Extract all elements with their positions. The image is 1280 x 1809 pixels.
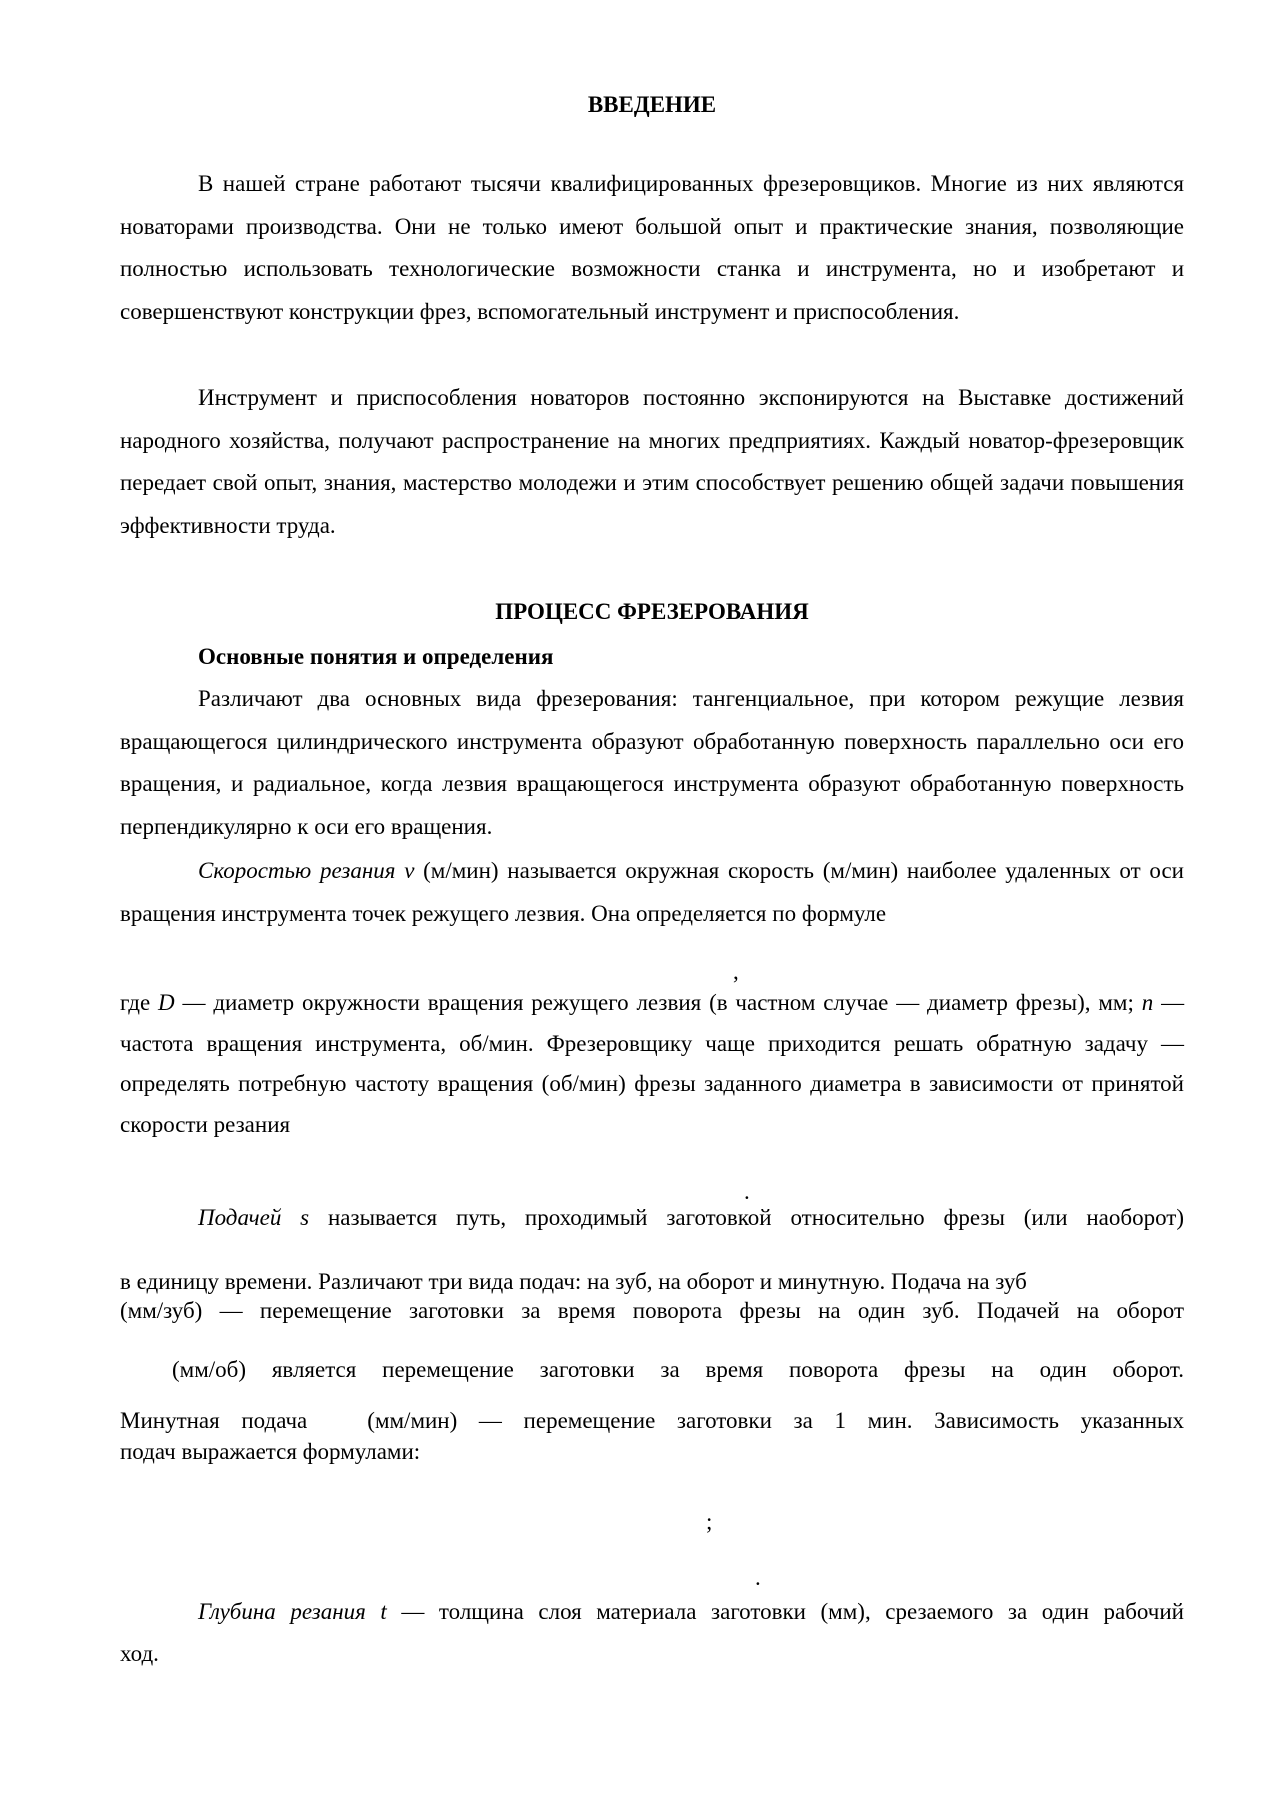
feed-term: Подачей s <box>198 1205 310 1230</box>
var-d: D <box>158 990 175 1015</box>
formula-2-punct: . <box>744 1179 750 1204</box>
cutting-speed-paragraph <box>120 850 1184 935</box>
process-heading: ПРОЦЕСС ФРЕЗЕРОВАНИЯ <box>495 599 809 624</box>
cutting-speed-term: Скоростью резания <box>198 858 396 883</box>
feed-line-5-b: (мм/мин) — перемещение заготовки за 1 мин. Зависимость указанных <box>367 1408 1184 1433</box>
feed-line-2: в единицу времени. Различают три вида подач: на зуб, на оборот и минутную. Подача на зуб <box>120 1269 1027 1294</box>
where-text-1: — диаметр окружности вращения режущего лезвия (в частном случае — диаметр фрезы), мм; <box>182 990 1134 1015</box>
intro-paragraph-2: Инструмент и приспособления новаторов постоянно экспонируются на Выставке достижений народного хозяйства, получают распространение на многих предприятиях. Каждый новатор-фрезеровщик передает свой опыт, знания, мастерство молодежи и этим способствует решению общей задачи повышения эффективности труда. <box>120 385 1184 539</box>
formula-4-punct: . <box>755 1565 761 1590</box>
feed-line-4: (мм/об) является перемещение заготовки за время поворота фрезы на один оборот. <box>172 1357 1184 1382</box>
var-n: n <box>1141 990 1154 1015</box>
intro-heading: ВВЕДЕНИЕ <box>587 92 717 117</box>
feed-line-3: (мм/зуб) — перемещение заготовки за время поворота фрезы на один зуб. Подачей на оборот <box>120 1298 1184 1323</box>
intro-paragraph-1: В нашей стране работают тысячи квалифицированных фрезеровщиков. Многие из них являются новаторами производства. Они не только имеют большой опыт и практические знания, позволяющие полностью использовать технологические возможности станка и инструмента, но и изобретают и совершенствуют конструкции фрез, вспомогательный инструмент и приспособления. <box>120 171 1184 325</box>
process-subheading: Основные понятия и определения <box>198 644 554 669</box>
formula-1-punct: , <box>733 959 739 984</box>
where-paragraph <box>120 983 1184 1145</box>
feed-line-5-a: Минутная подача <box>120 1408 308 1433</box>
feed-line-1 <box>120 1203 1184 1233</box>
feed-line-5 <box>120 1406 1184 1436</box>
cutting-speed-text: (м/мин) называется окружная скорость (м/мин) наиболее удаленных от оси вращения инструмента точек режущего лезвия. Она определяется по формуле <box>120 858 1184 926</box>
where-text-2: — частота вращения инструмента, об/мин. Фрезеровщику чаще приходится решать обратную задачу — определять потребную частоту вращения (об/мин) фрезы заданного диаметра в зависимости от принятой скорости резания <box>120 990 1185 1137</box>
cutting-speed-var: v <box>404 858 415 883</box>
depth-line-2: ход. <box>120 1641 159 1666</box>
milling-types-paragraph: Различают два основных вида фрезерования: тангенциальное, при котором режущие лезвия вращающегося цилиндрического инструмента образуют обработанную поверхность параллельно оси его вращения, и радиальное, когда лезвия вращающегося инструмента образуют обработанную поверхность перпендикулярно к оси его вращения. <box>120 686 1184 840</box>
depth-line-1-text: — толщина слоя материала заготовки (мм), срезаемого за один рабочий <box>401 1599 1184 1624</box>
feed-line-6: подач выражается формулами: <box>120 1439 421 1464</box>
depth-line-1 <box>120 1597 1184 1627</box>
feed-line-1-text: называется путь, проходимый заготовкой относительно фрезы (или наоборот) <box>327 1205 1184 1230</box>
where-prefix: где <box>120 990 151 1015</box>
depth-term: Глубина резания t <box>198 1599 387 1624</box>
formula-3-punct: ; <box>706 1509 713 1534</box>
